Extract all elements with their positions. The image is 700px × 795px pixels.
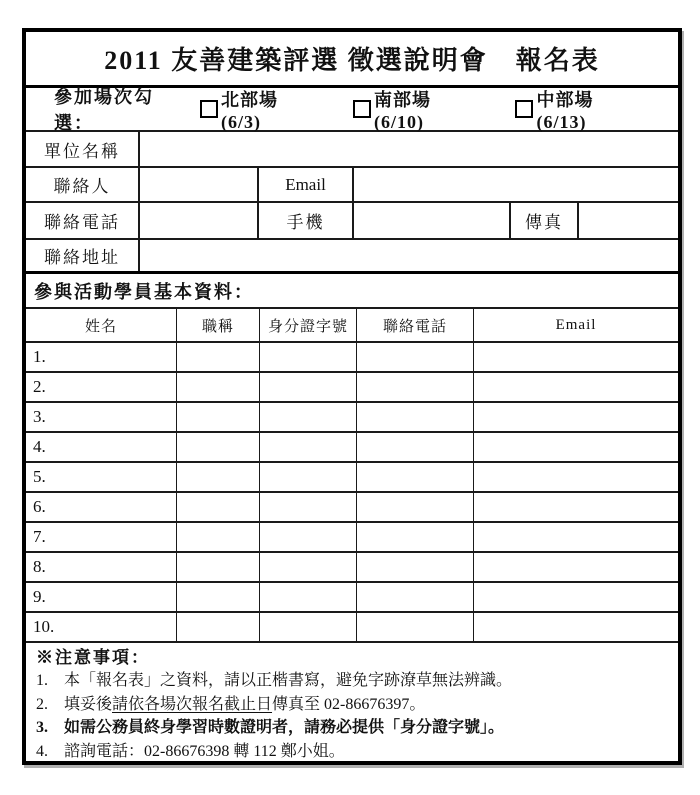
session-select-label: 參加場次勾選： [54, 87, 154, 133]
member-id-cell[interactable] [260, 613, 357, 641]
member-id-cell[interactable] [260, 403, 357, 431]
south-session-label: 南部場(6/10) [373, 89, 431, 132]
member-id-cell[interactable] [260, 373, 357, 401]
note-text: 本「報名表」之資料，請以正楷書寫，避免字跡潦草無法辨識。 [64, 672, 513, 689]
session-option-north [200, 86, 313, 133]
member-number: 6. [26, 493, 177, 521]
member-email-cell[interactable] [474, 613, 678, 641]
member-email-cell[interactable] [474, 583, 678, 611]
member-title-cell[interactable] [177, 463, 260, 491]
phone-input[interactable] [140, 203, 259, 238]
member-number: 10. [26, 613, 177, 641]
member-number: 3. [26, 403, 177, 431]
member-id-cell[interactable] [260, 523, 357, 551]
member-id-cell[interactable] [260, 463, 357, 491]
member-email-cell[interactable] [474, 523, 678, 551]
notes-heading: ※注意事項： [36, 648, 150, 667]
col-header-id: 身分證字號 [260, 309, 357, 341]
member-phone-cell[interactable] [357, 613, 474, 641]
member-title-cell[interactable] [177, 523, 260, 551]
member-id-cell[interactable] [260, 343, 357, 371]
member-phone-cell[interactable] [357, 493, 474, 521]
note-item-4 [36, 740, 666, 764]
central-session-checkbox[interactable] [515, 100, 533, 118]
note-text: 諮詢電話：02-86676398 轉 112 鄭小姐。 [64, 742, 345, 760]
member-phone-cell[interactable] [357, 433, 474, 461]
fax-label: 傳真 [511, 203, 579, 238]
phone-row [26, 203, 678, 240]
member-email-cell[interactable] [474, 433, 678, 461]
member-title-cell[interactable] [177, 583, 260, 611]
session-option-south [353, 86, 476, 133]
central-session-label: 中部場(6/13) [536, 89, 594, 132]
fax-input[interactable] [579, 203, 678, 238]
member-number: 9. [26, 583, 177, 611]
member-title-cell[interactable] [177, 433, 260, 461]
email-label: Email [259, 168, 354, 201]
member-phone-cell[interactable] [357, 583, 474, 611]
mobile-label: 手機 [259, 203, 354, 238]
member-phone-cell[interactable] [357, 403, 474, 431]
contact-person-label: 聯絡人 [26, 168, 140, 201]
form-title: 2011 友善建築評選 徵選說明會 報名表 [104, 46, 600, 75]
title-row [26, 32, 678, 88]
members-table-header [26, 309, 678, 343]
member-email-cell[interactable] [474, 373, 678, 401]
member-row [26, 343, 678, 373]
note-number: 1. [36, 672, 48, 689]
note-text: 如需公務員終身學習時數證明者，請務必提供「身分證字號」。 [64, 719, 505, 736]
note-text: 填妥後請依各場次報名截止日傳真至 02-86676397。 [64, 695, 426, 713]
member-title-cell[interactable] [177, 613, 260, 641]
member-row [26, 463, 678, 493]
member-row [26, 523, 678, 553]
note-number: 4. [36, 742, 48, 760]
note-number: 2. [36, 695, 48, 713]
member-phone-cell[interactable] [357, 553, 474, 581]
member-row [26, 493, 678, 523]
contact-person-input[interactable] [140, 168, 259, 201]
member-phone-cell[interactable] [357, 463, 474, 491]
underlined-text: 請依各場次報名截止日 [112, 695, 273, 713]
member-row [26, 433, 678, 463]
member-title-cell[interactable] [177, 493, 260, 521]
member-row [26, 403, 678, 433]
member-row [26, 613, 678, 643]
registration-form [22, 28, 682, 765]
member-id-cell[interactable] [260, 583, 357, 611]
note-item-1 [36, 669, 666, 693]
member-title-cell[interactable] [177, 553, 260, 581]
col-header-phone: 聯絡電話 [357, 309, 474, 341]
member-title-cell[interactable] [177, 403, 260, 431]
session-select-row [26, 88, 678, 132]
member-number: 1. [26, 343, 177, 371]
session-option-central [515, 86, 638, 133]
member-id-cell[interactable] [260, 493, 357, 521]
members-section-heading: 參與活動學員基本資料： [26, 274, 678, 309]
col-header-name: 姓名 [26, 309, 177, 341]
address-label: 聯絡地址 [26, 240, 140, 271]
member-number: 4. [26, 433, 177, 461]
member-phone-cell[interactable] [357, 523, 474, 551]
member-id-cell[interactable] [260, 433, 357, 461]
member-number: 5. [26, 463, 177, 491]
member-title-cell[interactable] [177, 373, 260, 401]
unit-name-row [26, 132, 678, 168]
member-row [26, 373, 678, 403]
address-input[interactable] [140, 240, 678, 271]
member-email-cell[interactable] [474, 553, 678, 581]
member-number: 8. [26, 553, 177, 581]
south-session-checkbox[interactable] [353, 100, 371, 118]
member-row [26, 583, 678, 613]
north-session-checkbox[interactable] [200, 100, 218, 118]
note-number: 3. [36, 719, 48, 736]
member-number: 7. [26, 523, 177, 551]
member-number: 2. [26, 373, 177, 401]
member-email-cell[interactable] [474, 463, 678, 491]
north-session-label: 北部場(6/3) [221, 89, 278, 132]
note-item-2 [36, 693, 666, 717]
notes-section [26, 643, 678, 763]
member-id-cell[interactable] [260, 553, 357, 581]
note-item-3 [36, 716, 666, 740]
member-row [26, 553, 678, 583]
unit-name-label: 單位名稱 [26, 132, 140, 166]
contact-person-row [26, 168, 678, 203]
member-title-cell[interactable] [177, 343, 260, 371]
member-phone-cell[interactable] [357, 373, 474, 401]
mobile-input[interactable] [354, 203, 511, 238]
col-header-title: 職稱 [177, 309, 260, 341]
col-header-email: Email [555, 316, 597, 333]
phone-label: 聯絡電話 [26, 203, 140, 238]
member-phone-cell[interactable] [357, 343, 474, 371]
unit-name-input[interactable] [140, 132, 678, 166]
email-input[interactable] [354, 168, 678, 201]
member-email-cell[interactable] [474, 343, 678, 371]
member-email-cell[interactable] [474, 493, 678, 521]
address-row [26, 240, 678, 274]
member-email-cell[interactable] [474, 403, 678, 431]
